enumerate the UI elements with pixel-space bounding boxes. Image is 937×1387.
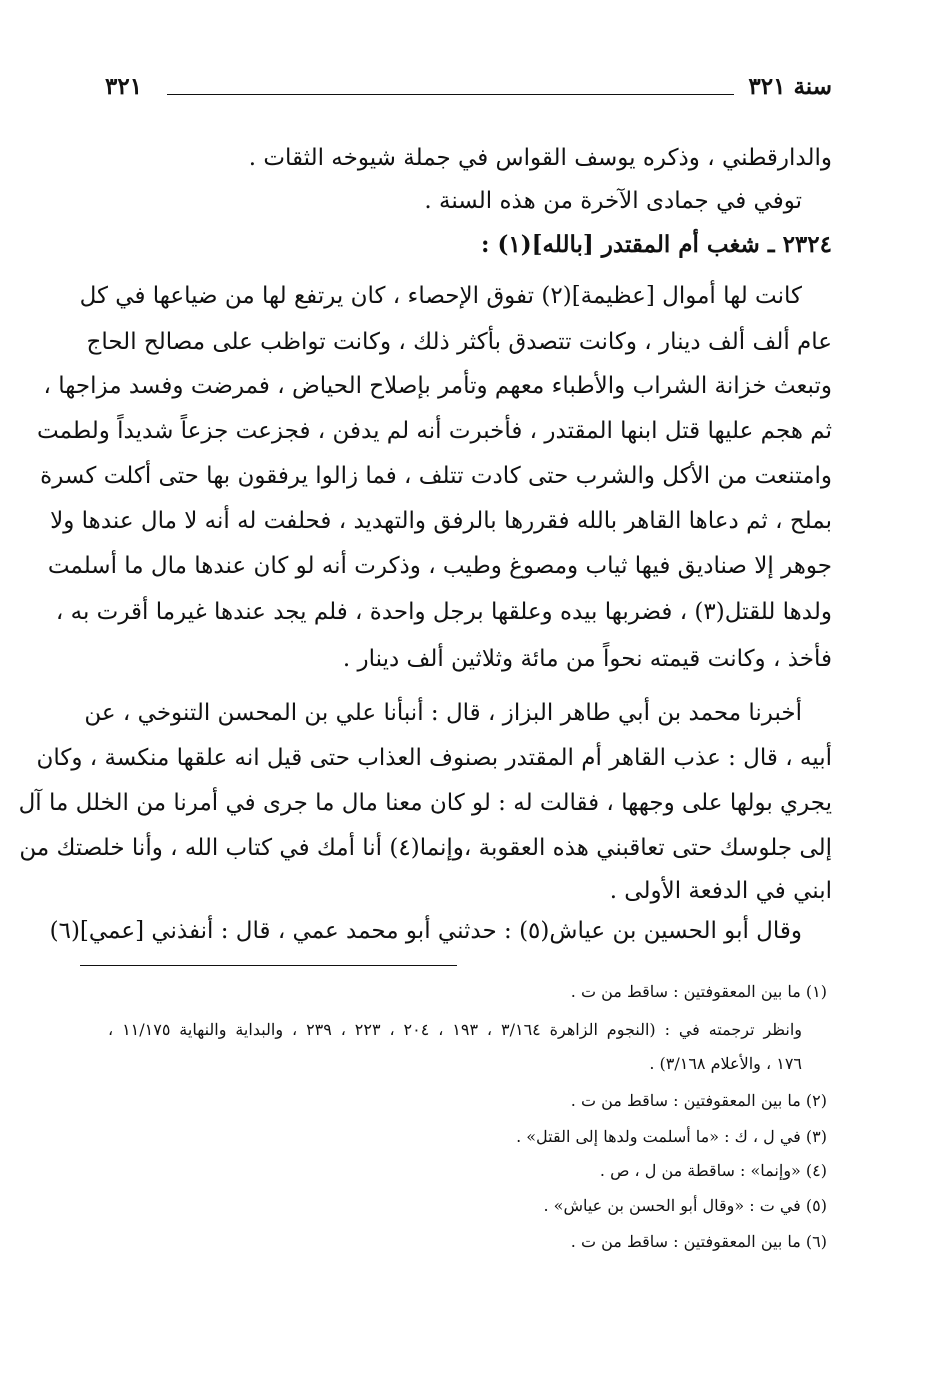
entry-heading: ٢٣٢٤ ـ شغب أم المقتدر [بالله](١) : [481,231,832,258]
text-line: توفي في جمادى الآخرة من هذه السنة . [424,188,802,214]
text-line: ابني في الدفعة الأولى . [609,878,832,904]
text-line: كانت لها أموال [عظيمة](٢) تفوق الإحصاء ، كان يرتفع لها من ضياعها في كل [79,283,802,309]
text-line: ثم هجم عليها قتل ابنها المقتدر ، فأخبرت أنه لم يدفن ، فجزعت جزعاً شديداً ولطمت [36,418,832,444]
footnote: (٦) ما بين المعقوفتين : ساقط من ت . [570,1232,827,1251]
header-rule [167,94,734,95]
text-line: ولدها للقتل(٣) ، فضربها بيده وعلقها برجل واحدة ، فلم يجد عندها غيرما أقرت به ، [55,599,832,625]
footnote: (٣) في ل ، ك : «ما أسلمت ولدها إلى القتل» . [516,1127,827,1146]
footnote: (٢) ما بين المعقوفتين : ساقط من ت . [570,1091,827,1110]
text-line: يجري بولها على وجهها ، فقالت له : لو كان معنا مال ما جرى في أمرنا من الخلل ما آل [18,790,832,816]
footnote: (٤) «وإنما» : ساقطة من ل ، ص . [599,1161,827,1180]
text-line: جوهر إلا صناديق فيها ثياب ومصوغ وطيب ، وذكرت أنه لو كان عندها مال ما أسلمت [47,553,832,579]
header-title: سنة ٣٢١ [748,73,832,100]
footnote: (١) ما بين المعقوفتين : ساقط من ت . [570,982,827,1001]
text-line: أخبرنا محمد بن أبي طاهر البزاز ، قال : أنبأنا علي بن المحسن التنوخي ، عن [84,700,802,726]
text-line: أبيه ، قال : عذب القاهر أم المقتدر بصنوف العذاب حتى قيل انه علقها منكسة ، وكان [36,745,832,771]
footnote: ١٧٦ ، والأعلام ٣/١٦٨) . [649,1054,802,1073]
footnote: وانظر ترجمته في : (النجوم الزاهرة ٣/١٦٤ ، ١٩٣ ، ٢٠٤ ، ٢٢٣ ، ٢٣٩ ، والبداية والنهاية ١١/١٧٥ ، [108,1020,803,1039]
text-line: وقال أبو الحسين بن عياش(٥) : حدثني أبو محمد عمي ، قال : أنفذني [عمي](٦) [49,918,802,944]
page-number: ٣٢١ [105,73,143,100]
text-line: وتبعث خزانة الشراب والأطباء معهم وتأمر بإصلاح الحياض ، فمرضت وفسد مزاجها ، [43,373,832,399]
text-line: فأخذ ، وكانت قيمته نحواً من مائة وثلاثين ألف دينار . [342,646,832,672]
text-line: وامتنعت من الأكل والشرب حتى كادت تتلف ، فما زالوا يرفقون بها حتى أكلت كسرة [40,463,832,489]
running-header [105,73,832,113]
text-line: والدارقطني ، وذكره يوسف القواس في جملة شيوخه الثقات . [248,145,832,171]
footnote-divider [80,965,457,966]
text-line: إلى جلوسك حتى تعاقبني هذه العقوبة ،وإنما(٤) أنا أمك في كتاب الله ، وأنا خلصتك من [19,835,832,861]
footnote: (٥) في ت : «وقال أبو الحسن بن عياش» . [543,1196,827,1215]
text-line: عام ألف ألف دينار ، وكانت تتصدق بأكثر ذلك ، وكانت تواظب على مصالح الحاج [86,329,832,355]
text-line: بملح ، ثم دعاها القاهر بالله فقررها بالرفق والتهديد ، فحلفت له أنه لا مال عندها ولا [50,508,832,534]
